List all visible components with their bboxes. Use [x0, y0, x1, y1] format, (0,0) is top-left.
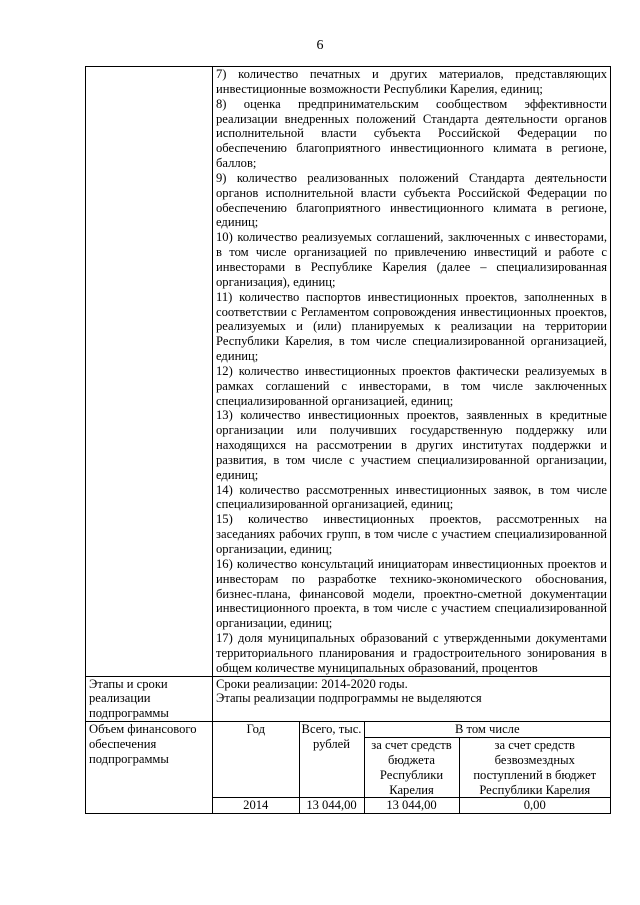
indicator-item: 7) количество печатных и других материалов, представляющих инвестиционные возможности Республики Карелия, единиц; — [216, 67, 607, 96]
row-budget: 13 044,00 — [364, 798, 459, 813]
indicator-item: 16) количество консультаций инициаторам инвестиционных проектов и инвесторам по разработке технико-экономического обоснования, бизнес-плана, финансовой модели, проектно-сметной документации инвестиционного проекта, в том числе с участием специализированной организации, единиц; — [216, 556, 607, 631]
col-total-header: Всего, тыс. рублей — [299, 722, 364, 798]
col-free-header: за счет средств безвозмездных поступлений в бюджет Республики Карелия — [459, 737, 610, 797]
row-year: 2014 — [213, 798, 299, 813]
row-free: 0,00 — [459, 798, 610, 813]
table-row — [213, 798, 610, 813]
indicator-item: 14) количество рассмотренных инвестиционных заявок, в том числе специализированной организацией, единиц; — [216, 482, 607, 512]
indicator-item: 11) количество паспортов инвестиционных проектов, заполненных в соответствии с Регламентом сопровождения инвестиционных проектов, реализуемых и (или) планируемых к реализации на территории Республики Карелия, в том числе специализированной организацией, единиц; — [216, 289, 607, 364]
indicator-item: 8) оценка предпринимательским сообществом эффективности реализации внедренных положений Стандарта деятельности органов исполнительной власти субъекта Российской Федерации по обеспечению благоприятного инвестиционного климата в регионе, баллов; — [216, 96, 607, 171]
indicator-item: 17) доля муниципальных образований с утвержденными документами территориального планирования и градостроительного зонирования в общем количестве муниципальных образований, процентов — [216, 631, 607, 675]
stages-row — [86, 676, 611, 722]
indicator-item: 13) количество инвестиционных проектов, заявленных в кредитные организации или получивших государственную поддержку или находящихся на рассмотрении в других институтах поддержки и развития, в том числе с участием специализированной организации, единиц; — [216, 408, 607, 482]
indicators-label-cell — [86, 67, 213, 677]
indicator-item: 12) количество инвестиционных проектов фактически реализуемых в рамках соглашений с инвесторами, в том числе заключенных специализированной организацией, единиц; — [216, 363, 607, 408]
row-total: 13 044,00 — [299, 798, 364, 813]
subprogram-passport-table — [85, 66, 611, 814]
indicators-cell — [213, 67, 611, 677]
finance-row — [86, 722, 611, 814]
col-year-header: Год — [213, 722, 299, 798]
stages-label: Этапы и сроки реализации подпрограммы — [86, 676, 213, 722]
col-budget-header: за счет средств бюджета Республики Карелия — [364, 737, 459, 797]
indicator-item: 9) количество реализованных положений Стандарта деятельности органов исполнительной власти субъекта Российской Федерации по обеспечению благоприятного инвестиционного климата в регионе, единиц; — [216, 170, 607, 230]
finance-cell — [213, 722, 611, 814]
page-number: 6 — [316, 38, 324, 53]
stages-note: Этапы реализации подпрограммы не выделяются — [216, 691, 482, 706]
indicators-row — [86, 67, 611, 677]
stages-cell — [213, 676, 611, 722]
finance-table — [213, 722, 610, 813]
col-including-header: В том числе — [364, 722, 610, 737]
stages-period: Сроки реализации: 2014-2020 годы. — [216, 676, 408, 691]
indicator-item: 10) количество реализуемых соглашений, заключенных с инвесторами, в том числе организацией по привлечению инвестиций и работе с инвесторами в Республике Карелия (далее – специализированная организация), единиц; — [216, 230, 607, 289]
finance-header-row — [213, 722, 610, 737]
finance-label: Объем финансового обеспечения подпрограммы — [86, 722, 213, 814]
indicator-item: 15) количество инвестиционных проектов, рассмотренных на заседаниях рабочих групп, в том числе с участием специализированной организации, единиц; — [216, 512, 607, 556]
